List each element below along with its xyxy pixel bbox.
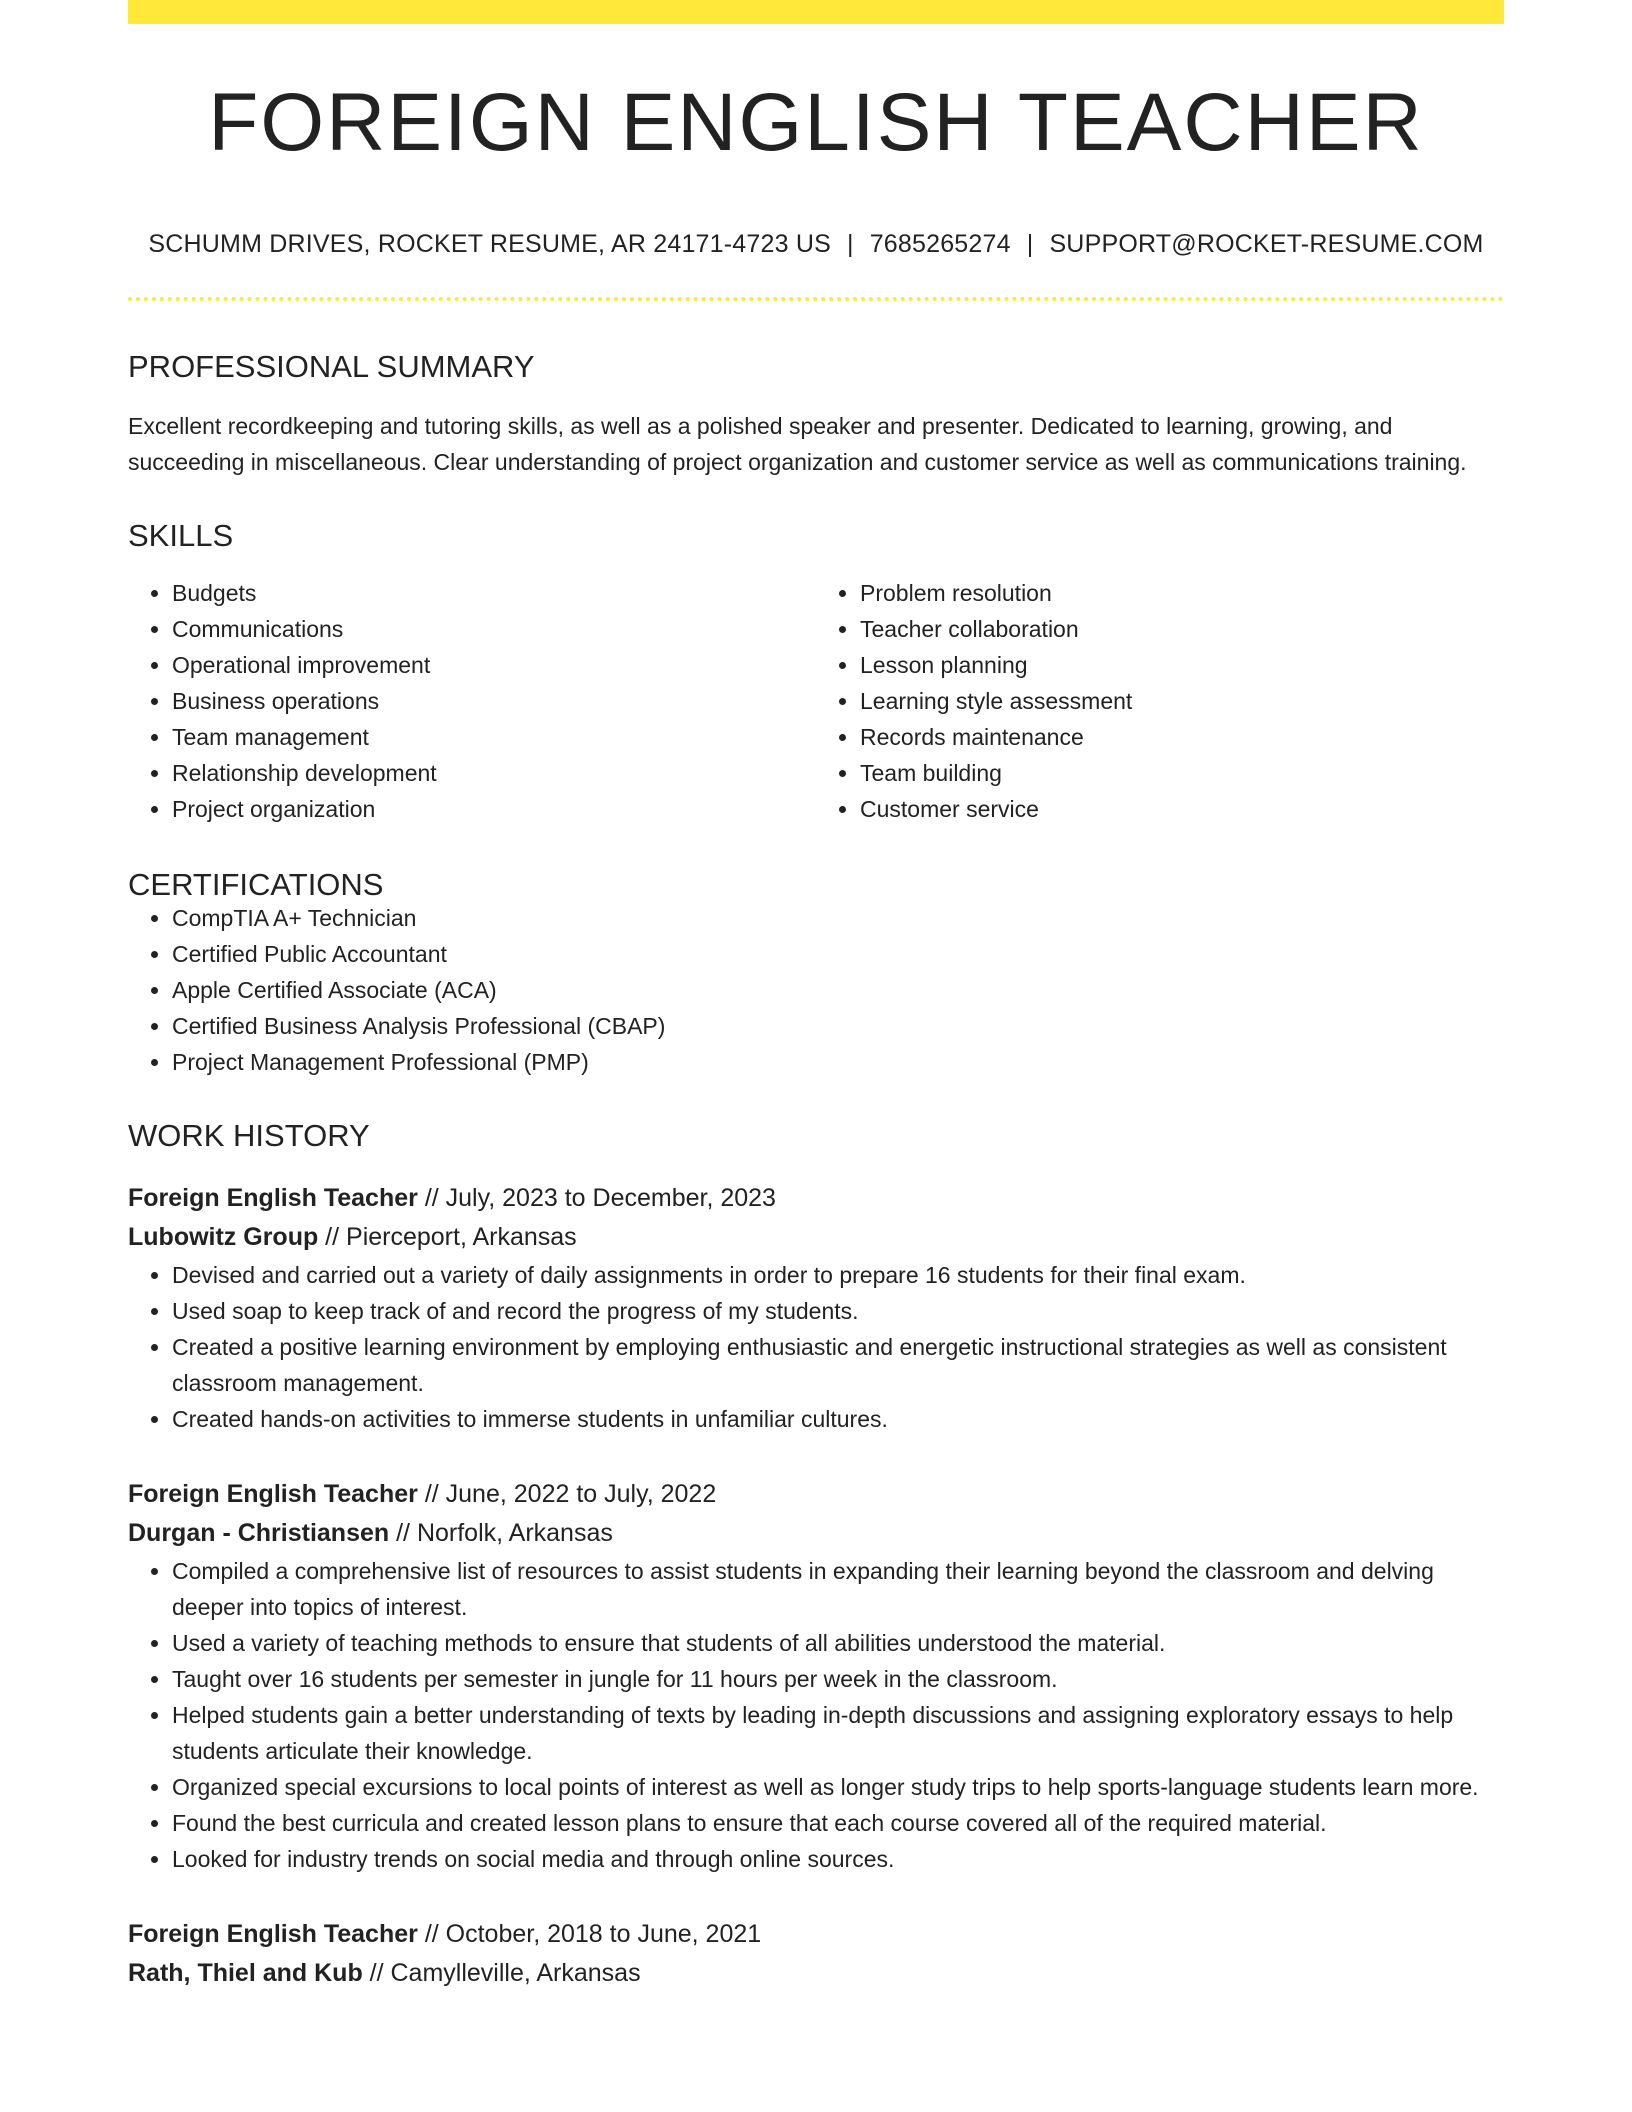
job-company-line xyxy=(128,1514,1504,1553)
job-company: Durgan - Christiansen xyxy=(128,1519,390,1547)
job-duty-item: • Looked for industry trends on social media and through online sources. xyxy=(172,1841,1504,1877)
work-history-title: WORK HISTORY xyxy=(128,1118,370,1153)
resume-page xyxy=(128,0,1504,1993)
job-duty-item: • Created a positive learning environment by employing enthusiastic and energetic instructional strategies as well as consistent classroom management. xyxy=(172,1329,1504,1401)
job-duty-item: • Found the best curricula and created lesson plans to ensure that each course covered all of the required material. xyxy=(172,1805,1504,1841)
job-role: Foreign English Teacher xyxy=(128,1920,418,1948)
top-accent-bar xyxy=(128,0,1504,24)
skills-title: SKILLS xyxy=(128,518,234,553)
job-role: Foreign English Teacher xyxy=(128,1184,418,1212)
skills-left-list xyxy=(128,575,816,827)
contact-address: SCHUMM DRIVES, ROCKET RESUME, AR 24171-4723 US xyxy=(148,230,831,258)
certifications-list xyxy=(128,900,1504,1080)
job-company: Lubowitz Group xyxy=(128,1223,319,1251)
job-role: Foreign English Teacher xyxy=(128,1480,418,1508)
job-duty-item: • Taught over 16 students per semester in jungle for 11 hours per week in the classroom. xyxy=(172,1661,1504,1697)
job-company-line xyxy=(128,1954,1504,1993)
job-duty-item: • Devised and carried out a variety of daily assignments in order to prepare 16 students for their final exam. xyxy=(172,1257,1504,1293)
certification-item: • Apple Certified Associate (ACA) xyxy=(172,972,1504,1008)
job-dates: // October, 2018 to June, 2021 xyxy=(417,1920,762,1948)
skill-item: • Operational improvement xyxy=(172,647,816,683)
contact-phone[interactable]: 7685265274 xyxy=(869,230,1011,258)
job-spacer xyxy=(128,1437,1504,1475)
job-location: // Norfolk, Arkansas xyxy=(389,1519,613,1547)
job-location: // Pierceport, Arkansas xyxy=(318,1223,577,1251)
contact-email[interactable]: SUPPORT@ROCKET-RESUME.COM xyxy=(1049,230,1484,258)
dotted-divider xyxy=(128,297,1504,301)
job-duty-item: • Helped students gain a better understanding of texts by leading in-depth discussions and assigning exploratory essays to help students articulate their knowledge. xyxy=(172,1697,1504,1769)
skill-item: • Records maintenance xyxy=(860,719,1504,755)
skill-item: • Team building xyxy=(860,755,1504,791)
skill-item: • Project organization xyxy=(172,791,816,827)
job-duty-item: • Compiled a comprehensive list of resources to assist students in expanding their learning beyond the classroom and delving deeper into topics of interest. xyxy=(172,1553,1504,1625)
summary-title: PROFESSIONAL SUMMARY xyxy=(128,349,535,384)
contact-separator: | xyxy=(1026,230,1034,258)
job-duty-item: • Used soap to keep track of and record the progress of my students. xyxy=(172,1293,1504,1329)
resume-name: FOREIGN ENGLISH TEACHER xyxy=(208,77,1424,168)
certification-item: • Project Management Professional (PMP) xyxy=(172,1044,1504,1080)
summary-text: Excellent recordkeeping and tutoring skills, as well as a polished speaker and presenter. Dedicated to learning, growing, and succeeding in miscellaneous. Clear understanding of project organization and customer service as well as communications training. xyxy=(128,413,1467,475)
skills-right-list xyxy=(816,575,1504,827)
job-duties-list xyxy=(128,1553,1504,1877)
certification-item: • CompTIA A+ Technician xyxy=(172,900,1504,936)
certification-item: • Certified Business Analysis Professional (CBAP) xyxy=(172,1008,1504,1044)
skill-item: • Problem resolution xyxy=(860,575,1504,611)
certification-item: • Certified Public Accountant xyxy=(172,936,1504,972)
job-location: // Camylleville, Arkansas xyxy=(362,1959,641,1987)
job-duty-item: • Organized special excursions to local points of interest as well as longer study trips to help sports-language students learn more. xyxy=(172,1769,1504,1805)
skill-item: • Business operations xyxy=(172,683,816,719)
skills-columns xyxy=(128,575,1504,827)
job-duties-list xyxy=(128,1257,1504,1437)
skill-item: • Customer service xyxy=(860,791,1504,827)
job-company: Rath, Thiel and Kub xyxy=(128,1959,363,1987)
skill-item: • Team management xyxy=(172,719,816,755)
job-title-line xyxy=(128,1475,1504,1514)
job-dates: // June, 2022 to July, 2022 xyxy=(417,1480,717,1508)
job-dates: // July, 2023 to December, 2023 xyxy=(417,1184,776,1212)
skill-item: • Lesson planning xyxy=(860,647,1504,683)
job-spacer xyxy=(128,1877,1504,1915)
job-title-line xyxy=(128,1179,1504,1218)
skill-item: • Relationship development xyxy=(172,755,816,791)
skill-item: • Budgets xyxy=(172,575,816,611)
job-duty-item: • Used a variety of teaching methods to ensure that students of all abilities understood the material. xyxy=(172,1625,1504,1661)
job-title-line xyxy=(128,1915,1504,1954)
contact-line xyxy=(128,230,1504,259)
skill-item: • Communications xyxy=(172,611,816,647)
job-duty-item: • Created hands-on activities to immerse students in unfamiliar cultures. xyxy=(172,1401,1504,1437)
skill-item: • Learning style assessment xyxy=(860,683,1504,719)
job-company-line xyxy=(128,1218,1504,1257)
skill-item: • Teacher collaboration xyxy=(860,611,1504,647)
contact-separator: | xyxy=(846,230,854,258)
certifications-title: CERTIFICATIONS xyxy=(128,867,384,902)
